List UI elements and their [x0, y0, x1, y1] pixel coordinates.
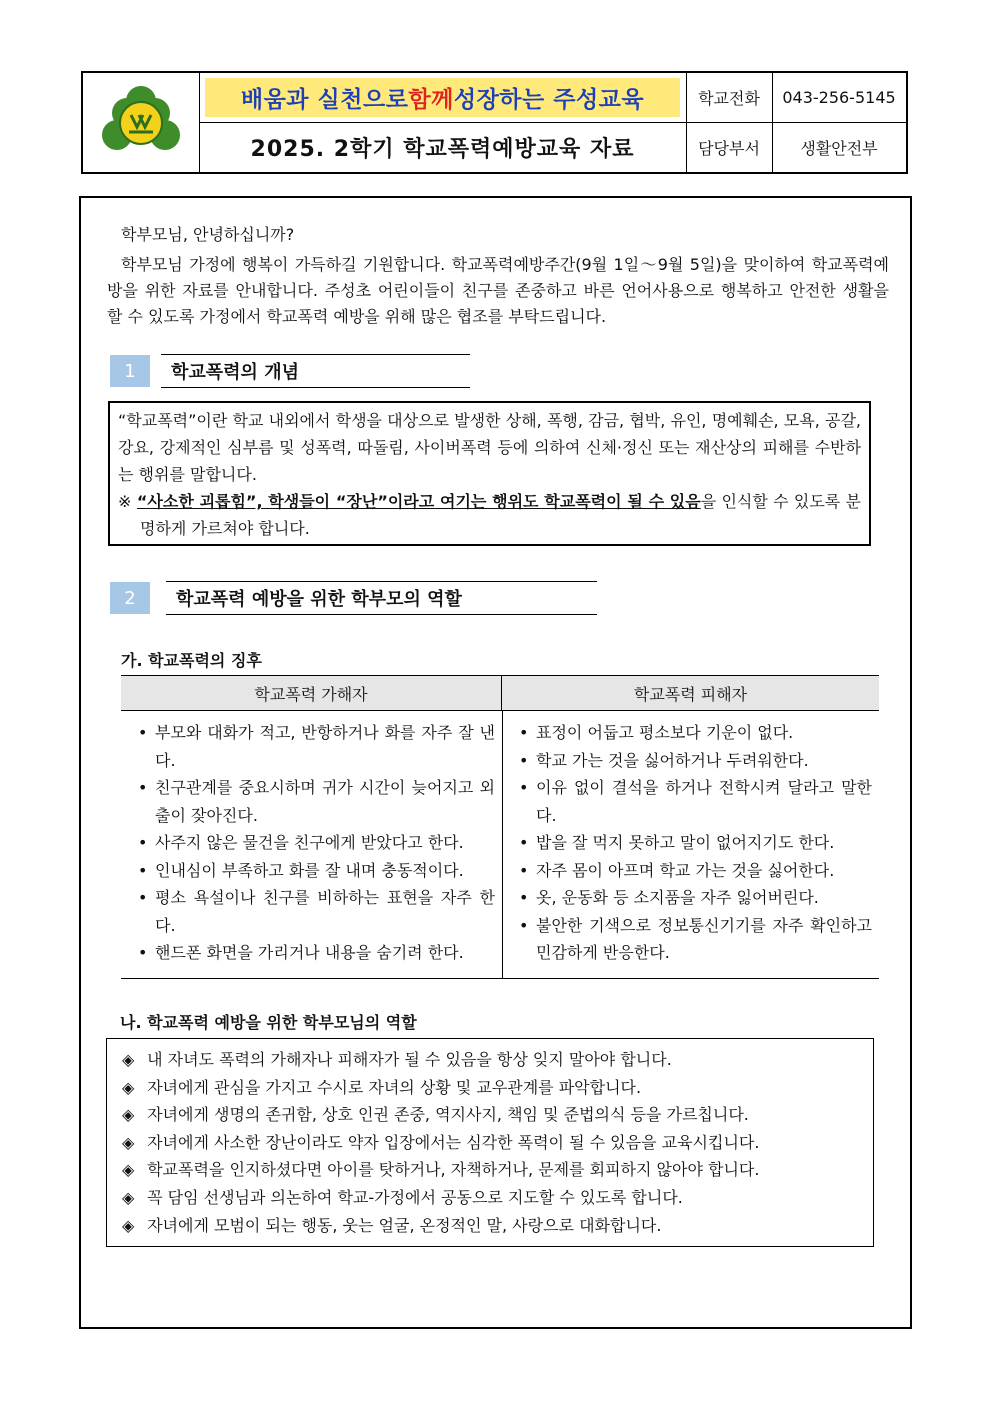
slogan-part-1: 배움과 실천으로 — [240, 87, 409, 113]
concept-definition: “학교폭력”이란 학교 내외에서 학생을 대상으로 발생한 상해, 폭행, 감금, 협박, 유인, 명예훼손, 모욕, 공갈, 강요, 강제적인 심부름 및 성폭력, 따돌림, 사이버폭력 등에 의하여 신체·정신 또는 재산상의 피해를 수반하는 행위를 말합니다. — [118, 411, 861, 484]
list-item: • 자주 몸이 아프며 학교 가는 것을 싫어한다. — [516, 857, 872, 885]
list-item: • 이유 없이 결석을 하거나 전학시켜 달라고 말한다. — [516, 774, 872, 829]
greeting: 학부모님, 안녕하십니까? — [121, 225, 295, 244]
section-1-title: 학교폭력의 개념 — [161, 354, 470, 388]
list-item: • 학교 가는 것을 싫어하거나 두려워한다. — [516, 747, 872, 775]
document-header — [81, 71, 908, 174]
diamond-bullet-icon: ◈ — [122, 1050, 135, 1069]
role-text: 자녀에게 관심을 가지고 수시로 자녀의 상황 및 교우관계를 파악합니다. — [147, 1077, 642, 1097]
role-text: 꼭 담임 선생님과 의논하여 학교-가정에서 공동으로 지도할 수 있도록 합니다. — [147, 1187, 683, 1207]
role-item — [122, 1129, 873, 1157]
list-item: • 인내심이 부족하고 화를 잘 내며 충동적이다. — [135, 857, 495, 885]
role-item — [122, 1046, 873, 1074]
concept-note — [118, 488, 861, 542]
table-bottom-border — [121, 978, 879, 979]
role-item — [122, 1074, 873, 1102]
school-slogan — [205, 78, 680, 117]
slogan-part-3: 성장하는 주성교육 — [453, 87, 645, 113]
diamond-bullet-icon: ◈ — [122, 1187, 135, 1207]
diamond-bullet-icon: ◈ — [122, 1215, 135, 1235]
school-emblem-icon — [83, 73, 199, 172]
list-item: • 친구관계를 중요시하며 귀가 시간이 늦어지고 외출이 잦아진다. — [135, 774, 495, 829]
role-text: 자녀에게 생명의 존귀함, 상호 인권 존중, 역지사지, 책임 및 준법의식 등을 가르칩니다. — [147, 1105, 749, 1125]
section-2-title: 학교폭력 예방을 위한 학부모의 역할 — [166, 581, 597, 615]
role-text: 내 자녀도 폭력의 가해자나 피해자가 될 수 있음을 항상 잊지 말아야 합니다. — [147, 1050, 672, 1069]
column-divider — [502, 711, 503, 979]
school-phone-label: 학교전화 — [686, 73, 773, 123]
note-mark: ※ — [118, 492, 137, 511]
subsection-b-heading: 나. 학교폭력 예방을 위한 학부모님의 역할 — [120, 1013, 417, 1032]
list-item: • 부모와 대화가 적고, 반항하거나 화를 자주 잘 낸다. — [135, 719, 495, 774]
role-item — [122, 1156, 873, 1184]
parent-roles-box — [106, 1038, 874, 1247]
department-label: 담당부서 — [686, 122, 773, 172]
list-item: • 표정이 어둡고 평소보다 기운이 없다. — [516, 719, 872, 747]
concept-box — [108, 401, 871, 546]
list-item: • 불안한 기색으로 정보통신기기를 자주 확인하고 민감하게 반응한다. — [516, 912, 872, 967]
role-item — [122, 1212, 873, 1240]
diamond-bullet-icon: ◈ — [122, 1077, 135, 1097]
diamond-bullet-icon: ◈ — [122, 1160, 135, 1180]
perpetrator-signs-list — [135, 719, 495, 967]
department-value: 생활안전부 — [800, 138, 878, 158]
logo-cell — [83, 73, 200, 172]
role-item — [122, 1101, 873, 1129]
slogan-cell — [199, 73, 687, 123]
signs-table — [121, 675, 879, 979]
section-2-number: 2 — [110, 582, 150, 614]
perpetrator-header: 학교폭력 가해자 — [121, 675, 502, 711]
section-1-number: 1 — [110, 355, 150, 387]
intro-paragraph: 학부모님 가정에 행복이 가득하길 기원합니다. 학교폭력예방주간(9월 1일～9월 5일)을 맞이하여 학교폭력예방을 위한 자료를 안내합니다. 주성초 어린이들이 친구를 존중하고 바른 언어사용으로 행복하고 안전한 생활을 할 수 있도록 가정에서 학교폭력 예방을 위해 많은 협조를 부탁드립니다. — [107, 255, 889, 326]
main-content — [79, 196, 912, 1329]
list-item: • 핸드폰 화면을 가리거나 내용을 숨기려 한다. — [135, 939, 495, 967]
role-text: 자녀에게 모범이 되는 행동, 웃는 얼굴, 온정적인 말, 사랑으로 대화합니다. — [147, 1215, 662, 1235]
subsection-a-heading: 가. 학교폭력의 징후 — [121, 651, 262, 670]
role-item — [122, 1184, 873, 1212]
document-title: 2025. 2학기 학교폭력예방교육 자료 — [199, 122, 687, 172]
note-emphasis: “사소한 괴롭힘”, 학생들이 “장난”이라고 여기는 행위도 학교폭력이 될 수 있음 — [136, 492, 701, 511]
victim-header: 학교폭력 피해자 — [502, 675, 879, 711]
list-item: • 사주지 않은 물건을 친구에게 받았다고 한다. — [135, 829, 495, 857]
note-rest: 을 인식할 수 있도록 분명하게 가르쳐야 합니다. — [140, 492, 861, 538]
role-text: 자녀에게 사소한 장난이라도 약자 입장에서는 심각한 폭력이 될 수 있음을 교육시킵니다. — [147, 1132, 760, 1152]
slogan-part-2: 함께 — [408, 87, 454, 113]
diamond-bullet-icon: ◈ — [122, 1105, 135, 1125]
victim-signs-list — [516, 719, 872, 967]
list-item: • 밥을 잘 먹지 못하고 말이 없어지기도 한다. — [516, 829, 872, 857]
school-phone-value: 043-256-5145 — [772, 73, 906, 123]
diamond-bullet-icon: ◈ — [122, 1132, 135, 1152]
list-item: • 평소 욕설이나 친구를 비하하는 표현을 자주 한다. — [135, 884, 495, 939]
list-item: • 옷, 운동화 등 소지품을 자주 잃어버린다. — [516, 884, 872, 912]
role-text: 학교폭력을 인지하셨다면 아이를 탓하거나, 자책하거나, 문제를 회피하지 않아야 합니다. — [147, 1160, 760, 1180]
